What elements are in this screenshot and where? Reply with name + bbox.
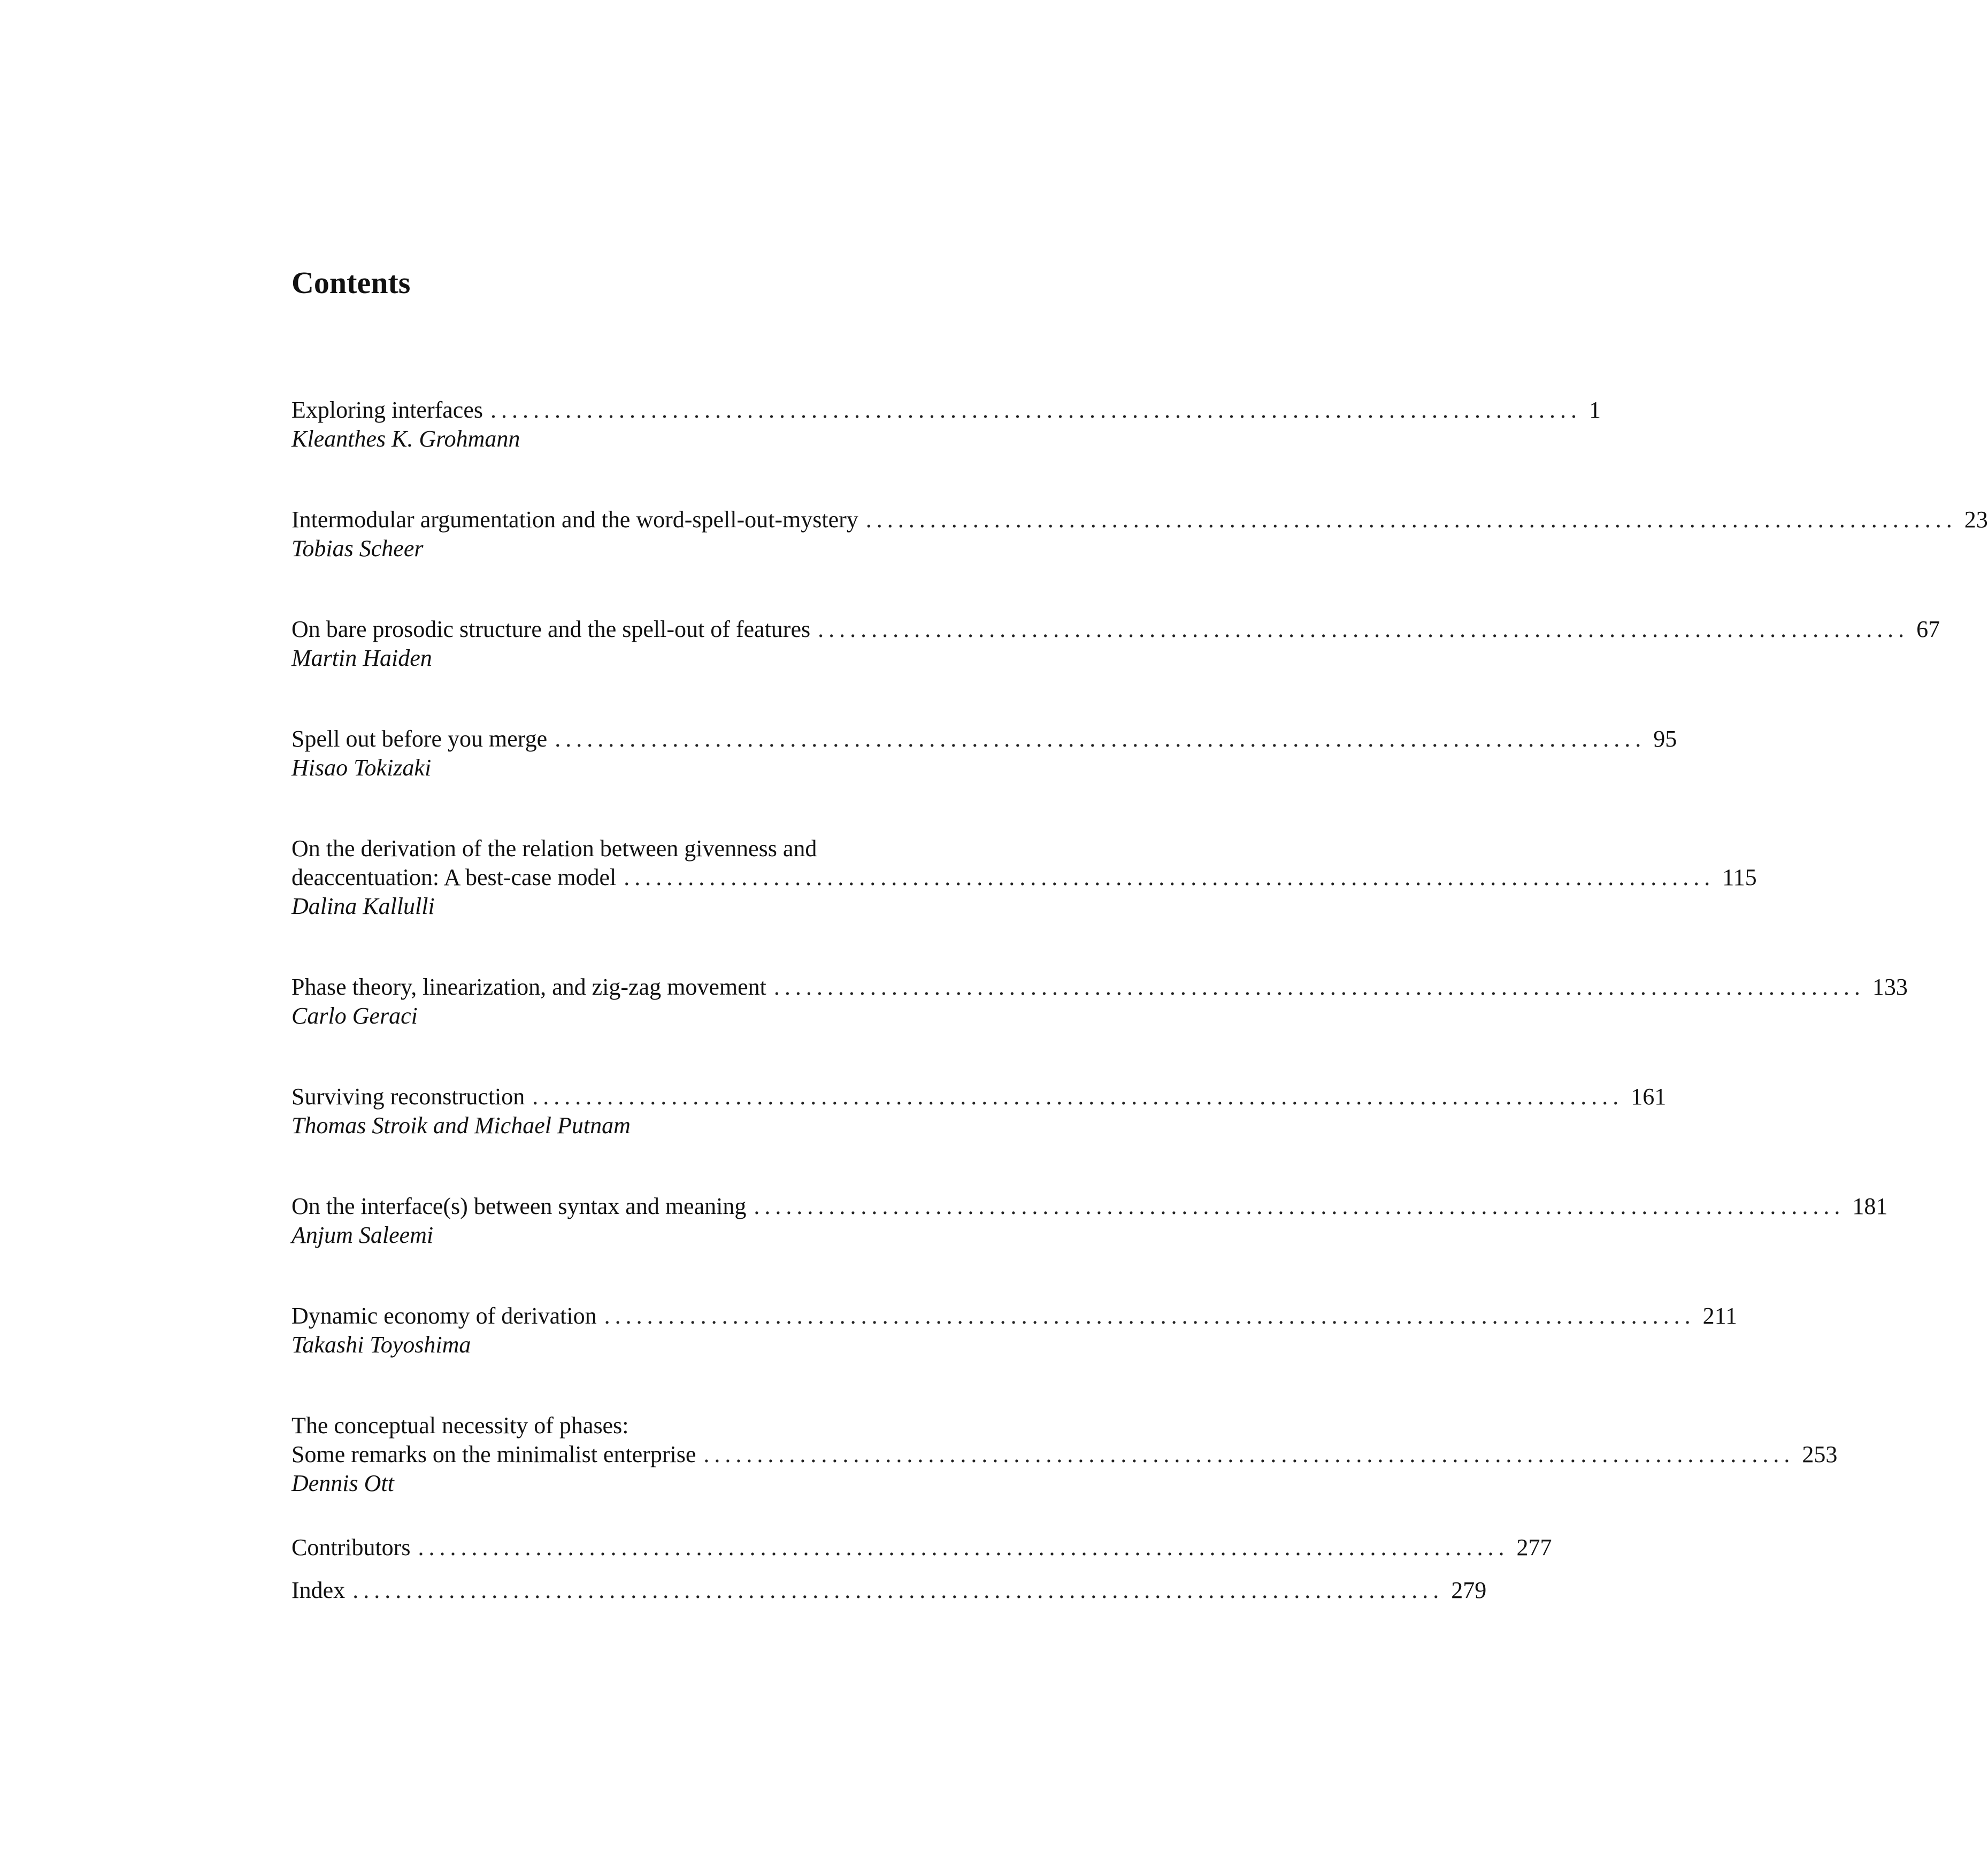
- toc-entry-line[interactable]: [291, 973, 1908, 1002]
- page-number: 95: [1653, 726, 1677, 752]
- chapter-title: Surviving reconstruction: [291, 1083, 525, 1110]
- chapter-author: Kleanthes K. Grohmann: [291, 426, 520, 452]
- page-number: 161: [1631, 1083, 1667, 1110]
- page-number: 23: [1964, 506, 1988, 533]
- chapter-author: Takashi Toyoshima: [291, 1332, 471, 1358]
- toc-entry: [291, 1082, 1667, 1140]
- leader-dots: ......................................................................................................: [624, 864, 1715, 890]
- page-number: 279: [1451, 1577, 1487, 1603]
- chapter-title: Dynamic economy of derivation: [291, 1303, 597, 1329]
- chapter-author: Martin Haiden: [291, 645, 432, 671]
- leader-dots: ......................................................................................................: [555, 726, 1646, 752]
- toc-entry-line[interactable]: [291, 1082, 1667, 1111]
- chapter-title: Spell out before you merge: [291, 726, 548, 752]
- chapter-title-line[interactable]: On the derivation of the relation between givenness and: [291, 835, 817, 862]
- leader-dots: ......................................................................................................: [754, 1193, 1845, 1219]
- leader-dots: ......................................................................................................: [818, 616, 1909, 642]
- toc-entry: [291, 505, 1988, 563]
- chapter-title: Exploring interfaces: [291, 397, 483, 423]
- toc-entry-line[interactable]: [291, 1192, 1888, 1221]
- chapter-title: On the interface(s) between syntax and meaning: [291, 1193, 747, 1219]
- page-number: 253: [1802, 1441, 1838, 1467]
- toc-entry-line[interactable]: [291, 1302, 1737, 1331]
- back-matter-label: Contributors: [291, 1534, 411, 1560]
- chapter-author: Dennis Ott: [291, 1470, 394, 1496]
- table-of-contents: [291, 396, 1988, 1605]
- page-number: 67: [1916, 616, 1940, 642]
- toc-entry-line[interactable]: [291, 725, 1677, 754]
- toc-entry: [291, 1192, 1888, 1250]
- toc-entry-index[interactable]: [291, 1576, 1487, 1605]
- chapter-title: Phase theory, linearization, and zig-zag movement: [291, 974, 766, 1000]
- leader-dots: ......................................................................................................: [865, 506, 1957, 533]
- chapter-title: deaccentuation: A best-case model: [291, 864, 617, 890]
- leader-dots: ......................................................................................................: [490, 397, 1582, 423]
- chapter-author: Carlo Geraci: [291, 1003, 418, 1029]
- chapter-author: Hisao Tokizaki: [291, 755, 432, 781]
- toc-entry: [291, 1411, 1838, 1498]
- page-title: Contents: [291, 265, 411, 300]
- chapter-author: Thomas Stroik and Michael Putnam: [291, 1112, 631, 1139]
- toc-entry-line[interactable]: [291, 615, 1940, 644]
- toc-entry: [291, 834, 1757, 921]
- leader-dots: ......................................................................................................: [352, 1577, 1444, 1603]
- back-matter-label: Index: [291, 1577, 346, 1603]
- page-number: 211: [1702, 1303, 1737, 1329]
- toc-entry: [291, 725, 1677, 782]
- page-number: 1: [1588, 397, 1601, 423]
- leader-dots: ......................................................................................................: [773, 974, 1865, 1000]
- toc-entry-contributors[interactable]: [291, 1533, 1552, 1562]
- chapter-title: On bare prosodic structure and the spell-out of features: [291, 616, 811, 642]
- leader-dots: ......................................................................................................: [418, 1534, 1509, 1560]
- chapter-title: Intermodular argumentation and the word-spell-out-mystery: [291, 506, 858, 533]
- chapter-title-line[interactable]: The conceptual necessity of phases:: [291, 1412, 629, 1439]
- leader-dots: ......................................................................................................: [604, 1303, 1695, 1329]
- toc-entry: [291, 615, 1940, 673]
- chapter-author: Dalina Kallulli: [291, 893, 435, 919]
- toc-entry: [291, 396, 1601, 453]
- chapter-author: Tobias Scheer: [291, 535, 424, 562]
- page-number: 181: [1852, 1193, 1888, 1219]
- page-number: 133: [1872, 974, 1908, 1000]
- page-number: 277: [1516, 1534, 1552, 1560]
- leader-dots: ......................................................................................................: [703, 1441, 1795, 1467]
- toc-entry-line[interactable]: [291, 396, 1601, 425]
- page-number: 115: [1722, 864, 1757, 890]
- toc-entry: [291, 973, 1908, 1031]
- toc-entry-line[interactable]: [291, 505, 1988, 534]
- toc-entry-line[interactable]: [291, 1440, 1838, 1469]
- chapter-author: Anjum Saleemi: [291, 1222, 434, 1248]
- leader-dots: ......................................................................................................: [532, 1083, 1624, 1110]
- toc-entry: [291, 1302, 1737, 1359]
- toc-entry-line[interactable]: [291, 863, 1757, 892]
- chapter-title: Some remarks on the minimalist enterprise: [291, 1441, 696, 1467]
